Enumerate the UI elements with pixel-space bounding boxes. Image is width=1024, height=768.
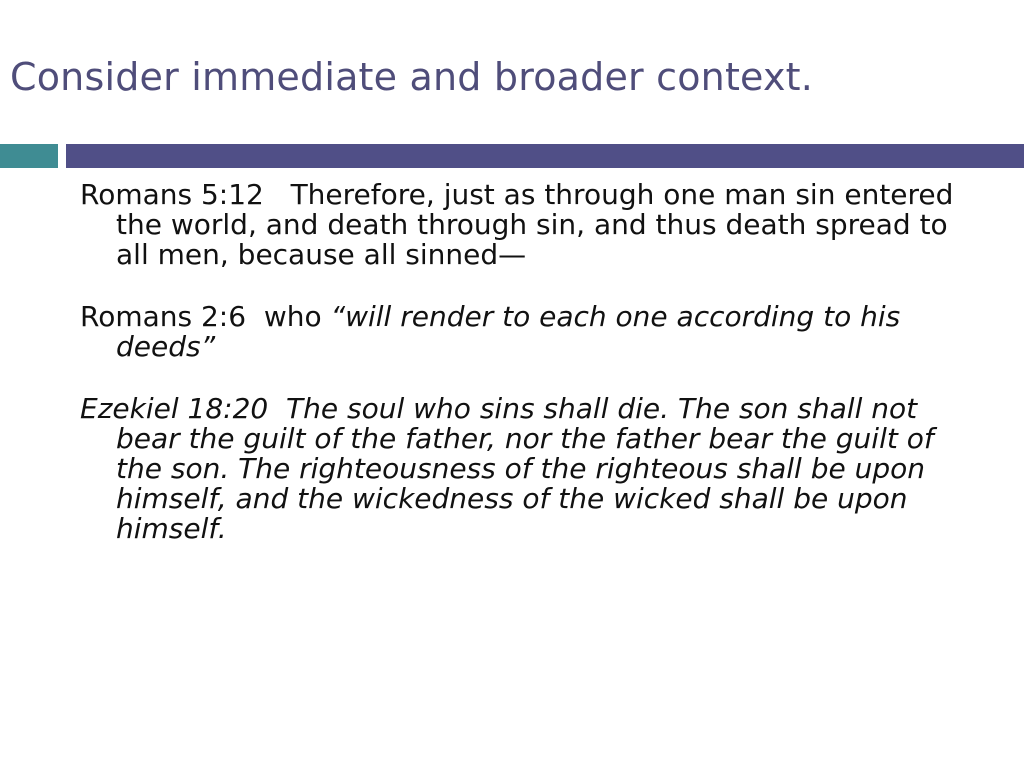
slide-body (80, 180, 980, 576)
verse-lead: who (263, 300, 331, 333)
verse-quote: “will render to each one according to his deeds” (116, 300, 901, 363)
verse-romans-5-12 (80, 180, 980, 270)
verse-text: Therefore, just as through one man sin entered the world, and death through sin, and thus death spread to all men, because all sinned— (116, 178, 954, 271)
verse-romans-2-6 (80, 302, 980, 362)
accent-bar-teal (0, 144, 58, 168)
verse-reference: Romans 5:12 (80, 178, 264, 211)
verse-ezekiel-18-20 (80, 394, 980, 544)
verse-reference: Ezekiel 18:20 (80, 392, 269, 425)
verse-reference: Romans 2:6 (80, 300, 247, 333)
verse-text: The soul who sins shall die. The son shall not bear the guilt of the father, nor the father bear the guilt of the son. The righteousness of the righteous shall be upon himself, and the wickedness of the wicked shall be upon himself. (116, 392, 934, 545)
slide-title: Consider immediate and broader context. (10, 55, 814, 99)
accent-bar-purple (66, 144, 1024, 168)
